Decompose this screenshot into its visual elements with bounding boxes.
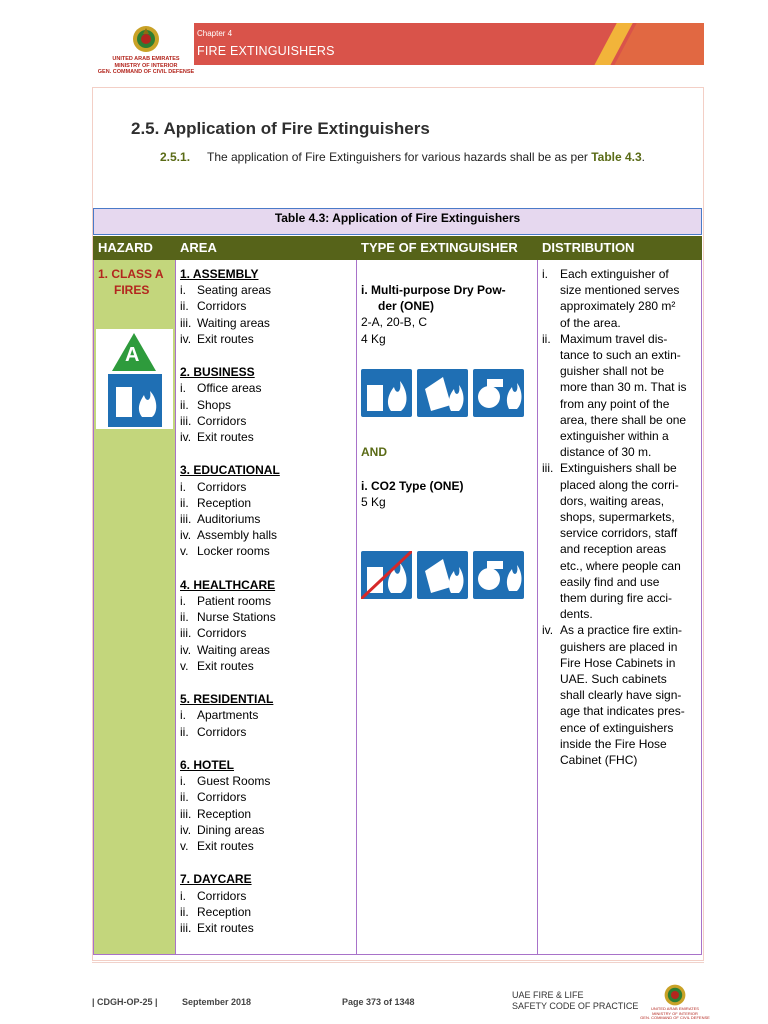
list-item <box>180 822 355 838</box>
item-num: i. <box>180 888 186 903</box>
item-num: i. <box>180 594 186 609</box>
item-text: Reception <box>197 904 252 919</box>
list-item <box>180 904 355 920</box>
area-group <box>180 691 355 740</box>
header-distribution: DISTRIBUTION <box>542 240 635 255</box>
item-num: ii. <box>180 495 189 510</box>
list-item <box>180 479 355 495</box>
code-line-1: UAE FIRE & LIFE <box>512 990 584 1000</box>
header-hazard: HAZARD <box>98 240 153 255</box>
ext2-title: i. CO2 Type (ONE) <box>361 479 464 493</box>
table-reference-link[interactable]: Table 4.3 <box>591 150 642 164</box>
class-a-symbol <box>96 329 173 429</box>
area-group <box>180 266 355 347</box>
electrical-fire-icon <box>473 369 524 417</box>
distribution-item <box>542 331 702 461</box>
list-item <box>180 593 355 609</box>
item-text: Waiting areas <box>197 315 270 330</box>
list-item <box>180 806 355 822</box>
dist-line: more than 30 m. That is <box>560 380 687 395</box>
dist-line: shall clearly have sign- <box>560 688 682 703</box>
footer-org-name <box>640 1007 710 1021</box>
dist-num: iii. <box>542 461 554 476</box>
item-text: Corridors <box>197 790 247 805</box>
dist-line: and reception areas <box>560 542 667 557</box>
area-group <box>180 462 355 559</box>
dist-line: size mentioned serves <box>560 283 680 298</box>
dist-line: UAE. Such cabinets <box>560 672 667 687</box>
footer-org-line-3: GEN. COMMAND OF CIVIL DEFENSE <box>640 1015 710 1020</box>
area-group-title: 1. ASSEMBLY <box>180 267 259 281</box>
item-text: Exit routes <box>197 430 254 445</box>
dist-line: approximately 280 m² <box>560 299 676 314</box>
item-text: Exit routes <box>197 331 254 346</box>
item-num: iv. <box>180 822 192 837</box>
list-item <box>180 380 355 396</box>
list-item <box>180 331 355 347</box>
dist-line: placed along the corri- <box>560 477 679 492</box>
list-item <box>180 642 355 658</box>
flammable-liquid-fire-icon <box>417 551 468 599</box>
item-num: iv. <box>180 331 192 346</box>
dist-line: Each extinguisher of <box>560 267 669 281</box>
table-caption: Table 4.3: Application of Fire Extinguishers <box>93 208 702 235</box>
dist-line: guisher shall not be <box>560 364 665 379</box>
class-letter: A <box>125 344 140 366</box>
grid-line <box>537 260 538 954</box>
header-area: AREA <box>180 240 217 255</box>
list-item <box>180 315 355 331</box>
distribution-list <box>542 266 702 768</box>
item-num: iv. <box>180 430 192 445</box>
doc-date: September 2018 <box>182 997 252 1007</box>
uae-emblem-icon <box>663 983 687 1007</box>
item-text: Corridors <box>197 479 247 494</box>
list-item <box>180 920 355 936</box>
code-line-2: SAFETY CODE OF PRACTICE <box>512 1001 639 1011</box>
item-num: ii. <box>180 724 189 739</box>
item-text: Shops <box>197 397 232 412</box>
dist-line: etc., where people can <box>560 558 681 573</box>
dist-num: i. <box>542 267 548 281</box>
item-num: iii. <box>180 413 192 428</box>
item-num: iii. <box>180 315 192 330</box>
item-num: i. <box>180 479 186 494</box>
list-item <box>180 625 355 641</box>
footer-divider <box>92 962 704 963</box>
footer-org-line-2: MINISTRY OF INTERIOR <box>652 1010 698 1016</box>
dist-line: age that indicates pres- <box>560 704 685 719</box>
item-num: ii. <box>180 610 189 625</box>
item-text: Exit routes <box>197 921 254 936</box>
ext1-rating: 2-A, 20-B, C <box>361 315 428 330</box>
item-num: iii. <box>180 806 192 821</box>
distribution-item <box>542 266 702 331</box>
dist-line: extinguisher within a <box>560 429 669 444</box>
list-item <box>180 495 355 511</box>
dist-line: them during fire acci- <box>560 591 673 606</box>
item-text: Exit routes <box>197 839 254 854</box>
area-group <box>180 757 355 854</box>
item-num: i. <box>180 283 186 298</box>
extinguisher-co2 <box>361 478 536 510</box>
wood-paper-fire-icon <box>361 369 412 417</box>
list-item <box>180 413 355 429</box>
item-text: Nurse Stations <box>197 610 276 625</box>
item-num: iv. <box>180 642 192 657</box>
dist-line: Fire Hose Cabinets in <box>560 655 676 670</box>
grid-line <box>175 260 176 954</box>
ext2-weight: 5 Kg <box>361 495 386 510</box>
table-header <box>93 236 702 260</box>
item-text: Reception <box>197 495 252 510</box>
dist-line: of the area. <box>560 315 621 330</box>
dist-line: dors, waiting areas, <box>560 493 665 508</box>
dist-num: ii. <box>542 331 551 346</box>
item-text: Exit routes <box>197 658 254 673</box>
item-text: Corridors <box>197 413 247 428</box>
dist-line: easily find and use <box>560 574 660 589</box>
list-item <box>180 789 355 805</box>
item-num: i. <box>180 774 186 789</box>
dist-num: iv. <box>542 623 554 638</box>
area-group <box>180 871 355 936</box>
list-item <box>180 658 355 674</box>
item-num: ii. <box>180 904 189 919</box>
ext1-title-line2: der (ONE) <box>378 299 435 314</box>
chapter-title: FIRE EXTINGUISHERS <box>197 44 335 58</box>
list-item <box>180 282 355 298</box>
item-num: i. <box>180 381 186 396</box>
dist-line: Extinguishers shall be <box>560 461 677 476</box>
list-item <box>180 707 355 723</box>
list-item <box>180 838 355 854</box>
item-num: iii. <box>180 626 192 641</box>
item-text: Dining areas <box>197 822 265 837</box>
item-text: Locker rooms <box>197 544 270 559</box>
item-num: ii. <box>180 790 189 805</box>
dry-powder-icons <box>361 369 524 417</box>
dist-line: ence of extinguishers <box>560 720 674 735</box>
co2-icons <box>361 551 524 599</box>
area-group-title: 5. RESIDENTIAL <box>180 692 274 707</box>
clause-text <box>207 150 645 164</box>
and-label: AND <box>361 445 387 459</box>
org-line-3: GEN. COMMAND OF CIVIL DEFENSE <box>97 69 195 75</box>
item-num: iii. <box>180 921 192 936</box>
list-item <box>180 397 355 413</box>
item-num: v. <box>180 658 189 673</box>
hazard-line-1: 1. CLASS A <box>98 267 164 281</box>
doc-id: | CDGH-OP-25 | <box>92 997 158 1007</box>
dist-line: from any point of the <box>560 396 670 411</box>
dist-line: shops, supermarkets, <box>560 510 675 525</box>
dist-line: As a practice fire extin- <box>560 623 683 638</box>
section-title: 2.5. Application of Fire Extinguishers <box>131 119 430 138</box>
item-num: i. <box>180 708 186 723</box>
item-text: Corridors <box>197 626 247 641</box>
code-title <box>512 990 638 1012</box>
item-text: Reception <box>197 806 252 821</box>
item-text: Patient rooms <box>197 594 272 609</box>
org-line-1: UNITED ARAB EMIRATES <box>112 56 180 62</box>
item-num: iv. <box>180 528 192 543</box>
dist-line: distance of 30 m. <box>560 445 652 460</box>
org-line-2: MINISTRY OF INTERIOR <box>114 62 178 69</box>
footer-org-line-1: UNITED ARAB EMIRATES <box>651 1006 699 1011</box>
item-num: v. <box>180 544 189 559</box>
dist-line: Maximum travel dis- <box>560 331 668 346</box>
flammable-liquid-fire-icon <box>417 369 468 417</box>
hazard-class <box>96 266 174 298</box>
item-text: Guest Rooms <box>197 774 271 789</box>
list-item <box>180 724 355 740</box>
clause-body: The application of Fire Extinguishers for various hazards shall be as per <box>207 150 592 164</box>
list-item <box>180 298 355 314</box>
extinguisher-dry-powder <box>361 282 536 347</box>
clause-number: 2.5.1. <box>160 150 191 164</box>
list-item <box>180 773 355 789</box>
dist-line: inside the Fire Hose <box>560 736 667 751</box>
ext1-title-line1: i. Multi-purpose Dry Pow- <box>361 283 506 297</box>
item-num: ii. <box>180 397 189 412</box>
item-text: Apartments <box>197 708 259 723</box>
area-group-title: 4. HEALTHCARE <box>180 577 276 592</box>
grid-line <box>93 260 94 954</box>
area-group-title: 3. EDUCATIONAL <box>180 463 280 478</box>
grid-line <box>356 260 357 954</box>
clause-end: . <box>641 150 646 164</box>
item-text: Corridors <box>197 299 247 314</box>
list-item <box>180 888 355 904</box>
list-item <box>180 543 355 559</box>
area-group-title: 6. HOTEL <box>180 758 235 773</box>
org-name <box>96 56 196 76</box>
area-group <box>180 364 355 445</box>
item-text: Waiting areas <box>197 642 270 657</box>
item-num: v. <box>180 839 189 854</box>
area-group <box>180 577 355 674</box>
item-text: Assembly halls <box>197 528 278 543</box>
dist-line: dents. <box>560 607 593 622</box>
ext1-weight: 4 Kg <box>361 331 386 346</box>
grid-line <box>93 954 702 955</box>
hazard-line-2: FIRES <box>114 283 150 297</box>
area-list <box>180 266 355 953</box>
item-text: Auditoriums <box>197 512 261 527</box>
list-item <box>180 527 355 543</box>
item-text: Corridors <box>197 888 247 903</box>
dist-line: guishers are placed in <box>560 639 678 654</box>
item-num: iii. <box>180 512 192 527</box>
dist-line: Cabinet (FHC) <box>560 753 638 768</box>
page-number: Page 373 of 1348 <box>342 997 415 1007</box>
distribution-item <box>542 460 702 622</box>
list-item <box>180 609 355 625</box>
chapter-label: Chapter 4 <box>197 29 233 38</box>
dist-line: area, there shall be one <box>560 412 687 427</box>
header-type: TYPE OF EXTINGUISHER <box>361 240 518 255</box>
area-group-title: 7. DAYCARE <box>180 872 252 887</box>
list-item <box>180 429 355 445</box>
dist-line: tance to such an extin- <box>560 348 681 363</box>
dist-line: service corridors, staff <box>560 526 678 541</box>
list-item <box>180 511 355 527</box>
distribution-item <box>542 622 702 768</box>
area-group-title: 2. BUSINESS <box>180 365 255 380</box>
item-text: Seating areas <box>197 283 272 298</box>
item-num: ii. <box>180 299 189 314</box>
electrical-fire-icon <box>473 551 524 599</box>
uae-emblem-icon <box>131 24 161 54</box>
wood-paper-fire-crossed-icon <box>361 551 412 599</box>
item-text: Corridors <box>197 724 247 739</box>
item-text: Office areas <box>197 381 262 396</box>
